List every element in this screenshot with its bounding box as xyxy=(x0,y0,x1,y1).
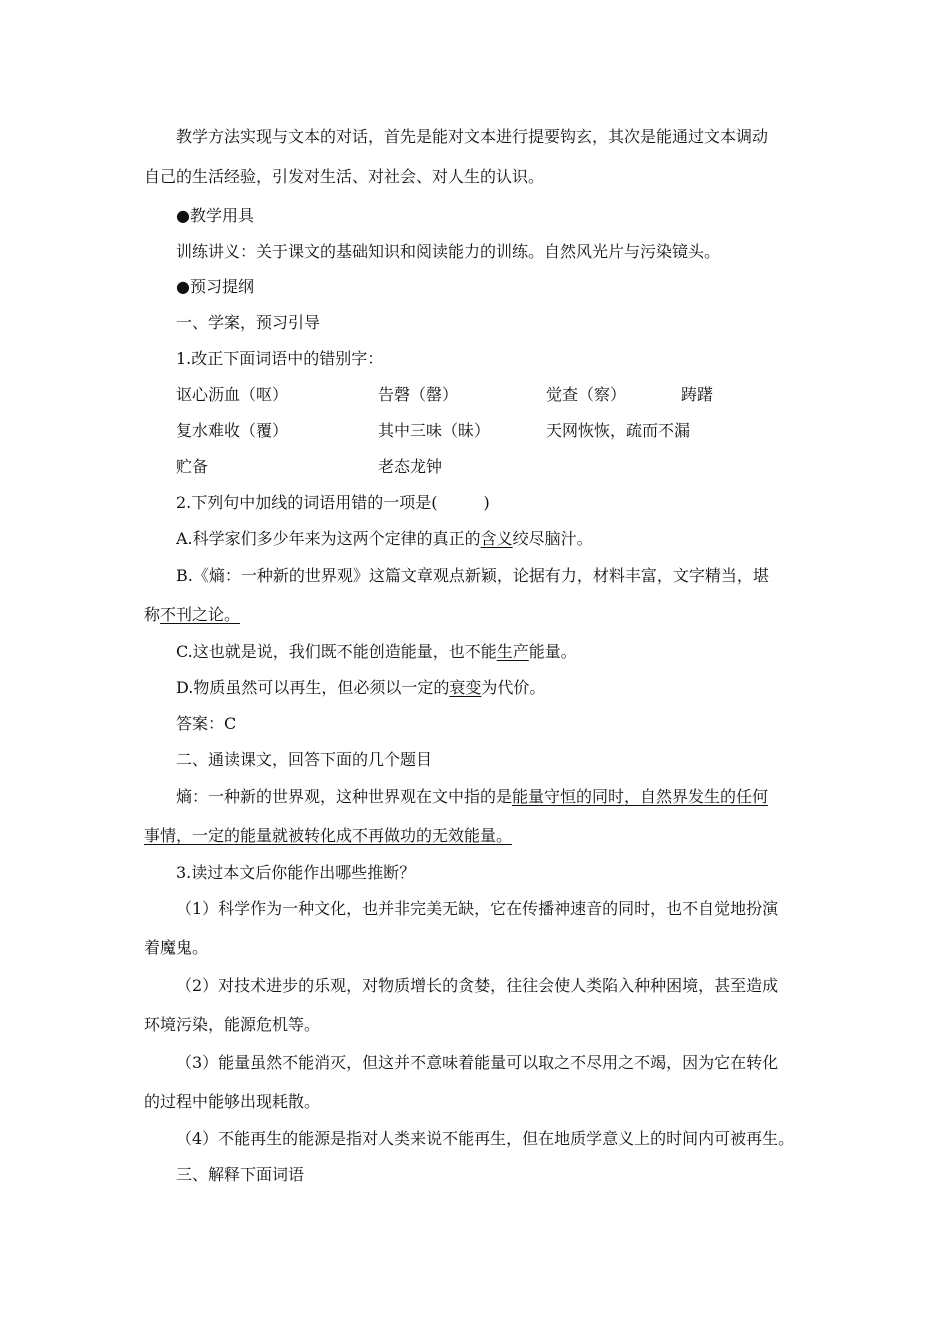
q3-p3-line-1: （3）能量虽然不能消灭，但这并不意味着能量可以取之不尽用之不竭，因为它在转化 xyxy=(176,1053,779,1072)
q2-answer: 答案：C xyxy=(176,714,237,733)
option-a-end: 绞尽脑汁。 xyxy=(512,529,593,548)
q3-title: 3.读过本文后你能作出哪些推断？ xyxy=(176,863,416,882)
entropy-underlined-2: 事情，一定的能量就被转化成不再做功的无效能量。 xyxy=(144,826,513,845)
option-b-line-1: B.《熵：一种新的世界观》这篇文章观点新颖，论据有力，材料丰富，文字精当，堪 xyxy=(176,566,769,585)
option-d xyxy=(176,678,545,698)
option-c-end: 能量。 xyxy=(528,642,577,661)
word-item: 贮备 xyxy=(176,457,209,476)
word-item: 告磬（罄） xyxy=(378,385,459,404)
option-c xyxy=(176,642,577,662)
q2-title-text: 2.下列句中加线的词语用错的一项是( xyxy=(176,493,438,512)
q3-p2-line-2: 环境污染，能源危机等。 xyxy=(144,1015,321,1034)
entropy-line-2 xyxy=(144,826,512,846)
option-c-underlined: 生产 xyxy=(496,642,529,661)
word-item: 老态龙钟 xyxy=(378,457,443,476)
entropy-underlined-1: 能量守恒的同时，自然界发生的任何 xyxy=(512,787,769,806)
q3-p3-line-2: 的过程中能够出现耗散。 xyxy=(144,1092,321,1111)
option-a xyxy=(176,529,593,549)
outline-heading: ●预习提纲 xyxy=(176,277,254,296)
word-item: 复水难收（覆） xyxy=(176,421,289,440)
word-item: 天网恢恢，疏而不漏 xyxy=(546,421,691,440)
intro-line-2: 自己的生活经验，引发对生活、对社会、对人生的认识。 xyxy=(144,167,545,186)
option-b-underlined: 不刊之论。 xyxy=(160,605,241,624)
part3-heading: 三、解释下面词语 xyxy=(176,1165,305,1184)
option-d-underlined: 衰变 xyxy=(449,678,482,697)
option-a-underlined: 含义 xyxy=(480,529,513,548)
word-item: 踌躇 xyxy=(681,385,714,404)
q1-title: 1.改正下面词语中的错别字： xyxy=(176,349,384,368)
q3-p2-line-1: （2）对技术进步的乐观，对物质增长的贪婪，往往会使人类陷入种种困境，甚至造成 xyxy=(176,976,779,995)
q3-p1-line-2: 着魔鬼。 xyxy=(144,938,209,957)
q2-title xyxy=(176,493,490,513)
option-b-line-2 xyxy=(144,605,240,625)
option-c-text: C.这也就是说，我们既不能创造能量，也不能 xyxy=(176,642,497,661)
option-a-text: A.科学家们多少年来为这两个定律的真正的 xyxy=(176,529,481,548)
part1-heading: 一、学案，预习引导 xyxy=(176,313,321,332)
option-d-end: 为代价。 xyxy=(481,678,546,697)
option-b-text: 称 xyxy=(144,605,161,624)
q3-p4: （4）不能再生的能源是指对人类来说不能再生，但在地质学意义上的时间内可被再生。 xyxy=(176,1129,795,1148)
tools-heading: ●教学用具 xyxy=(176,206,254,225)
word-item: 讴心沥血（呕） xyxy=(176,385,289,404)
tools-text: 训练讲义：关于课文的基础知识和阅读能力的训练。自然风光片与污染镜头。 xyxy=(176,242,721,261)
q3-p1-line-1: （1）科学作为一种文化，也并非完美无缺，它在传播神速音的同时，也不自觉地扮演 xyxy=(176,899,779,918)
part2-heading: 二、通读课文，回答下面的几个题目 xyxy=(176,750,433,769)
word-item: 其中三味（昧） xyxy=(378,421,491,440)
entropy-text: 熵：一种新的世界观，这种世界观在文中指的是 xyxy=(176,787,513,806)
word-item: 觉查（察） xyxy=(546,385,627,404)
q2-title-close: ) xyxy=(483,493,490,512)
intro-line-1: 教学方法实现与文本的对话，首先是能对文本进行提要钩玄，其次是能通过文本调动 xyxy=(176,127,769,146)
option-d-text: D.物质虽然可以再生，但必须以一定的 xyxy=(176,678,450,697)
entropy-line-1 xyxy=(176,787,768,807)
